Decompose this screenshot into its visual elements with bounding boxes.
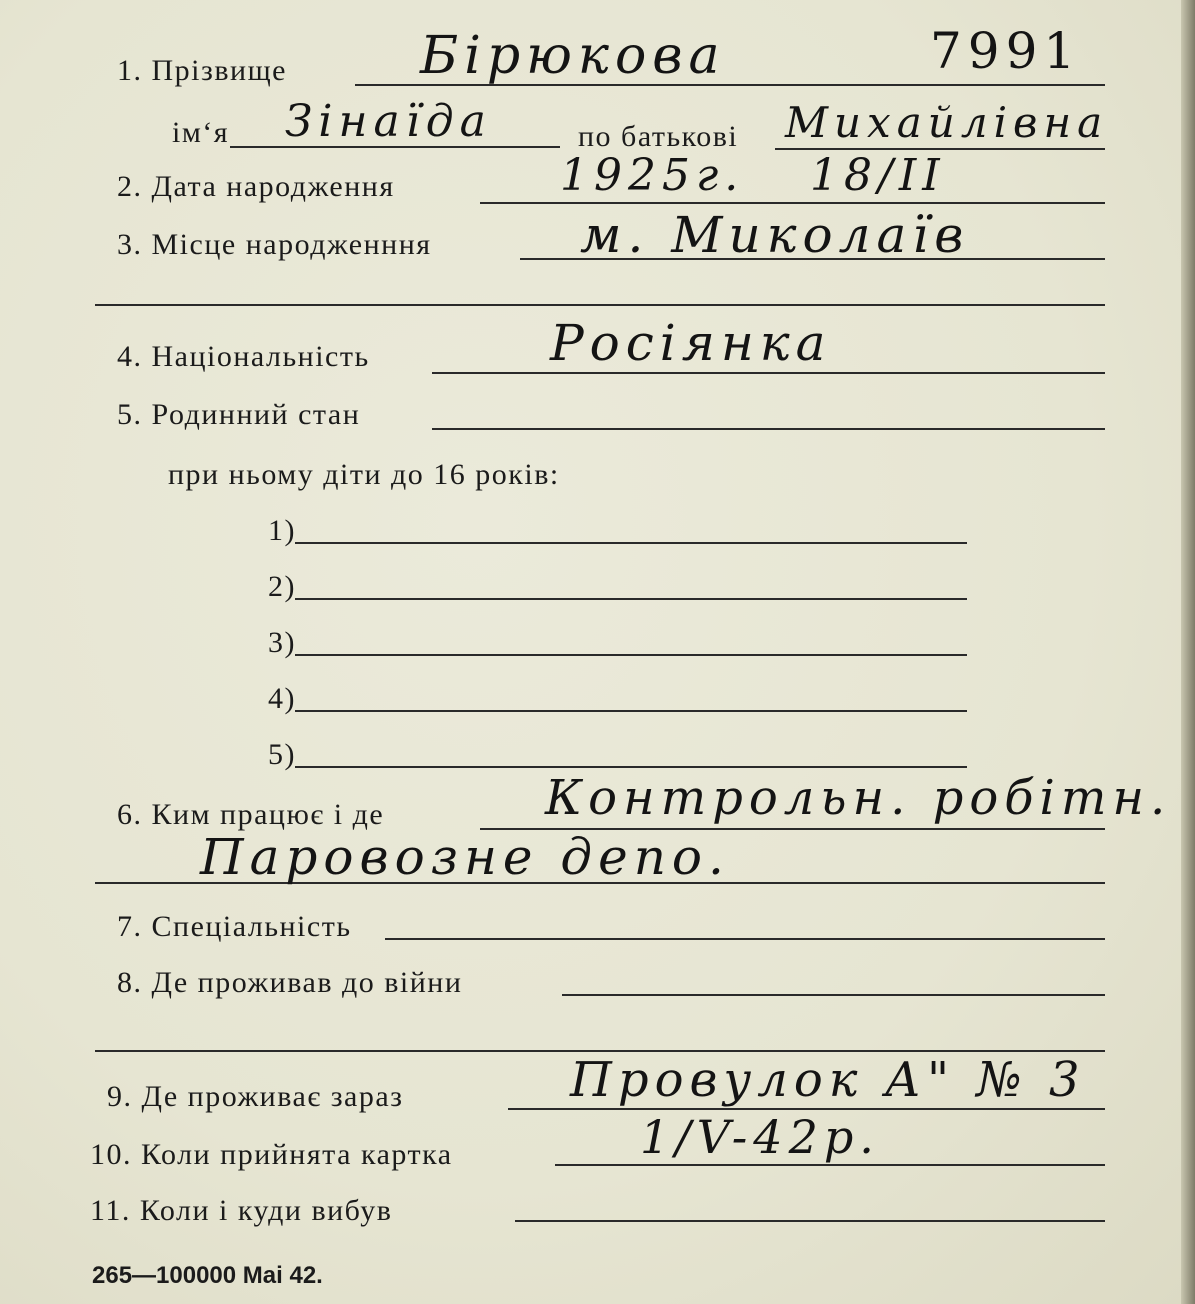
hand-patronymic: Михайлівна — [785, 98, 1109, 147]
field-family-line — [432, 428, 1105, 430]
field-name-label: ім‘я — [172, 116, 230, 149]
field-birthplace-line-2 — [95, 304, 1105, 306]
field-children-label: при ньому діти до 16 років: — [168, 458, 560, 491]
child-5-line — [295, 766, 967, 768]
field-departed-line — [515, 1220, 1105, 1222]
hand-nationality: Росіянка — [550, 314, 832, 372]
child-1-label: 1) — [268, 514, 296, 547]
field-nationality-line — [432, 372, 1105, 374]
field-surname-label: 1. Прізвище — [117, 54, 287, 87]
hand-birth-day: 18/II — [810, 150, 946, 201]
child-3-label: 3) — [268, 626, 296, 659]
print-run-footer: 265—100000 Mai 42. — [92, 1262, 323, 1289]
field-birthplace-label: 3. Місце народженння — [117, 228, 432, 261]
field-nationality-label: 4. Національність — [117, 340, 370, 373]
child-1-line — [295, 542, 967, 544]
hand-work-2: Паровозне депо. — [200, 828, 730, 886]
hand-card-date: 1/V-42р. — [640, 1110, 880, 1164]
field-prewar-line — [562, 994, 1105, 996]
field-birthdate-line — [480, 202, 1105, 204]
hand-address: Провулок А" № 3 — [570, 1052, 1086, 1108]
child-5-label: 5) — [268, 738, 296, 771]
field-work-label: 6. Ким працює і де — [117, 798, 385, 831]
child-2-line — [295, 598, 967, 600]
hand-surname: Бірюкова — [420, 26, 726, 86]
field-card-accepted-label: 10. Коли прийнята картка — [90, 1138, 453, 1171]
field-family-label: 5. Родинний стан — [117, 398, 361, 431]
field-patronymic-label: по батькові — [578, 120, 739, 153]
field-specialty-label: 7. Спеціальність — [117, 910, 352, 943]
field-prewar-label: 8. Де проживав до війни — [117, 966, 463, 999]
field-card-accepted-line — [555, 1164, 1105, 1166]
hand-birth-year: 1925г. — [560, 150, 745, 201]
hand-work-1: Контрольн. робітн. — [545, 770, 1172, 826]
child-4-line — [295, 710, 967, 712]
hand-name: Зінаїда — [285, 96, 492, 147]
hand-card-number: 7991 — [930, 22, 1082, 80]
child-3-line — [295, 654, 967, 656]
field-specialty-line — [385, 938, 1105, 940]
field-departed-label: 11. Коли і куди вибув — [90, 1194, 393, 1227]
field-birthdate-label: 2. Дата народження — [117, 170, 395, 203]
child-2-label: 2) — [268, 570, 296, 603]
hand-birthplace: м. Миколаїв — [580, 206, 970, 264]
field-current-address-label: 9. Де проживає зараз — [107, 1080, 404, 1113]
card-edge — [1181, 0, 1195, 1304]
child-4-label: 4) — [268, 682, 296, 715]
